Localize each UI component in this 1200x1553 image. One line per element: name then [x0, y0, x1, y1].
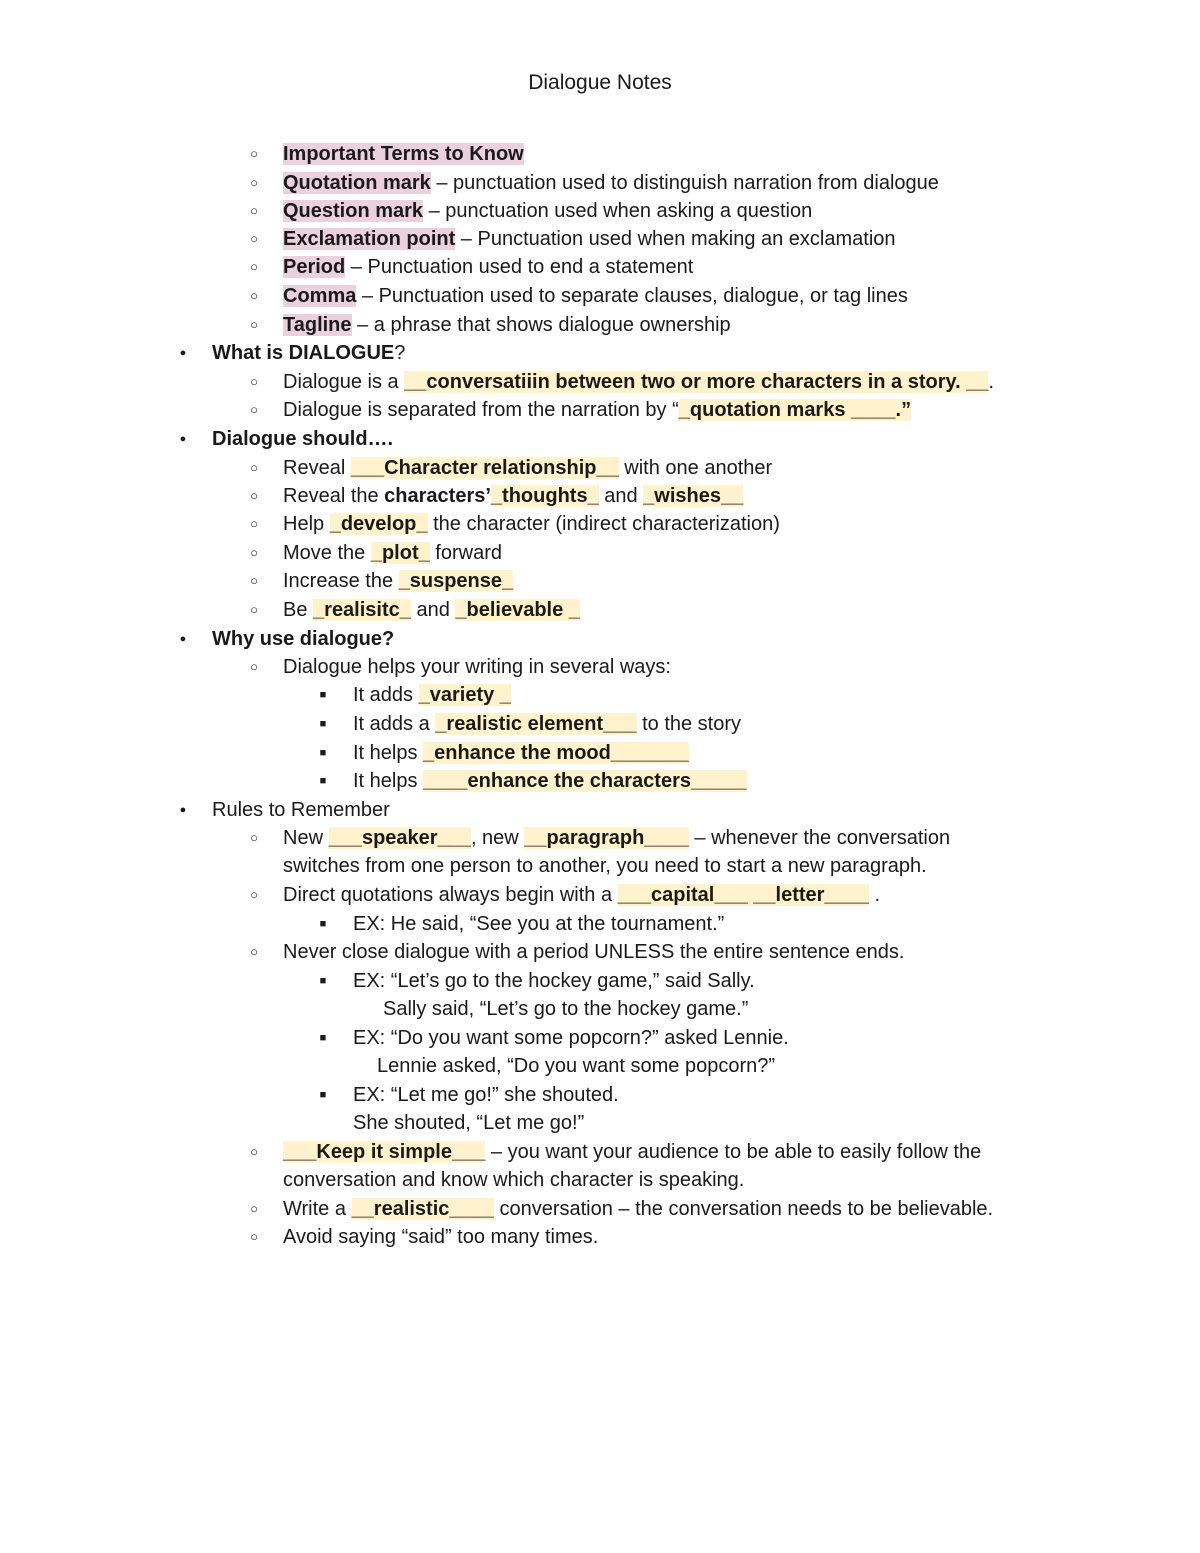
highlighted-text: _realisitc_ — [313, 599, 411, 621]
text-segment: the character (indirect characterization) — [427, 513, 780, 535]
text-line — [377, 1053, 775, 1079]
text-line — [283, 654, 671, 680]
text-segment: with one another — [618, 457, 773, 479]
text-segment: It adds — [353, 684, 419, 706]
text-segment: Dialogue is a — [283, 371, 405, 393]
text-segment: Move the — [283, 542, 371, 564]
highlighted-text: _enhance the mood_______ — [423, 742, 689, 764]
text-segment: What is DIALOGUE — [212, 342, 395, 364]
highlighted-text: Quotation mark — [283, 172, 431, 194]
text-line — [353, 968, 755, 994]
hollow-circle-bullet-icon: ○ — [250, 1144, 258, 1159]
text-segment: – you want your audience to be able to easily follow the — [485, 1141, 982, 1163]
text-line — [353, 768, 747, 794]
text-segment: It helps — [353, 742, 424, 764]
text-segment: and — [598, 485, 644, 507]
text-line — [353, 711, 741, 737]
hollow-circle-bullet-icon: ○ — [250, 460, 258, 475]
hollow-circle-bullet-icon: ○ — [250, 573, 258, 588]
text-segment: EX: “Let me go!” she shouted. — [353, 1084, 619, 1106]
text-segment: . — [868, 884, 881, 906]
hollow-circle-bullet-icon: ○ — [250, 259, 258, 274]
text-line — [283, 511, 780, 537]
text-segment: Be — [283, 599, 314, 621]
hollow-circle-bullet-icon: ○ — [250, 488, 258, 503]
highlighted-text: __realistic____ — [351, 1198, 494, 1220]
hollow-circle-bullet-icon: ○ — [250, 659, 258, 674]
text-line — [283, 283, 908, 309]
text-line — [283, 1139, 981, 1165]
text-line — [353, 1025, 789, 1051]
hollow-circle-bullet-icon: ○ — [250, 374, 258, 389]
text-segment: Dialogue should…. — [212, 428, 394, 450]
square-bullet-icon: ■ — [319, 747, 327, 759]
hollow-circle-bullet-icon: ○ — [250, 203, 258, 218]
text-segment: – a phrase that shows dialogue ownership — [351, 314, 731, 336]
text-line — [283, 825, 950, 851]
text-line — [283, 369, 994, 395]
hollow-circle-bullet-icon: ○ — [250, 317, 258, 332]
square-bullet-icon: ■ — [319, 1032, 327, 1044]
text-line — [353, 740, 689, 766]
text-line — [283, 882, 880, 908]
text-segment: characters’ — [384, 485, 491, 507]
highlighted-text: Comma — [283, 285, 357, 307]
text-line — [283, 483, 743, 509]
text-segment: – whenever the conversation — [688, 827, 951, 849]
text-segment: – punctuation used to distinguish narration from dialogue — [430, 172, 939, 194]
highlighted-text: _wishes__ — [643, 485, 744, 507]
text-segment: Never close dialogue with a period UNLESS the entire sentence ends. — [283, 941, 905, 963]
highlighted-text: ____enhance the characters_____ — [423, 770, 747, 792]
text-segment: – Punctuation used when making an exclamation — [455, 228, 896, 250]
square-bullet-icon: ■ — [319, 918, 327, 930]
filled-circle-bullet-icon: ● — [179, 804, 187, 816]
text-segment: Avoid saying “said” too many times. — [283, 1226, 599, 1248]
text-segment: switches from one person to another, you need to start a new paragraph. — [283, 855, 927, 877]
hollow-circle-bullet-icon: ○ — [250, 402, 258, 417]
highlighted-text: ___Keep it simple___ — [283, 1141, 486, 1163]
hollow-circle-bullet-icon: ○ — [250, 146, 258, 161]
text-line — [283, 455, 772, 481]
highlighted-text: Exclamation point — [283, 228, 456, 250]
filled-circle-bullet-icon: ● — [179, 433, 187, 445]
text-segment: forward — [429, 542, 502, 564]
text-line — [353, 911, 724, 937]
text-segment: Reveal the — [283, 485, 385, 507]
text-segment: Write a — [283, 1198, 352, 1220]
hollow-circle-bullet-icon: ○ — [250, 944, 258, 959]
text-segment: – Punctuation used to end a statement — [345, 256, 694, 278]
text-segment: It adds a — [353, 713, 436, 735]
hollow-circle-bullet-icon: ○ — [250, 1229, 258, 1244]
text-segment: EX: “Do you want some popcorn?” asked Lennie. — [353, 1027, 789, 1049]
text-line — [283, 170, 939, 196]
square-bullet-icon: ■ — [319, 775, 327, 787]
highlighted-text: _suspense_ — [398, 570, 514, 592]
text-segment: Dialogue is separated from the narration by “ — [283, 399, 679, 421]
text-segment: , new — [470, 827, 525, 849]
text-segment: – punctuation used when asking a question — [423, 200, 813, 222]
highlighted-text: _realistic element___ — [435, 713, 637, 735]
text-line — [283, 141, 524, 167]
text-line — [353, 682, 511, 708]
text-line — [212, 797, 390, 823]
text-segment: conversation – the conversation needs to be believable. — [493, 1198, 994, 1220]
text-line — [212, 626, 394, 652]
text-line — [283, 254, 693, 280]
highlighted-text: Important Terms to Know — [283, 143, 524, 165]
highlighted-text: ___Character relationship__ — [350, 457, 619, 479]
text-line — [283, 226, 896, 252]
square-bullet-icon: ■ — [319, 689, 327, 701]
square-bullet-icon: ■ — [319, 1089, 327, 1101]
text-segment: conversation and know which character is speaking. — [283, 1169, 745, 1191]
text-segment: She shouted, “Let me go!” — [353, 1112, 585, 1134]
text-line — [283, 397, 911, 423]
highlighted-text: ___capital___ __letter____ — [617, 884, 869, 906]
text-line — [212, 340, 405, 366]
hollow-circle-bullet-icon: ○ — [250, 602, 258, 617]
text-segment: ? — [394, 342, 406, 364]
filled-circle-bullet-icon: ● — [179, 633, 187, 645]
text-line — [283, 540, 502, 566]
text-segment: and — [410, 599, 456, 621]
text-line — [283, 568, 513, 594]
text-line — [283, 1167, 744, 1193]
text-line — [283, 1196, 993, 1222]
hollow-circle-bullet-icon: ○ — [250, 830, 258, 845]
highlighted-text: __conversatiiin between two or more characters in a story. __ — [404, 371, 989, 393]
hollow-circle-bullet-icon: ○ — [250, 887, 258, 902]
text-segment: Increase the — [283, 570, 399, 592]
square-bullet-icon: ■ — [319, 975, 327, 987]
highlighted-text: Question mark — [283, 200, 424, 222]
hollow-circle-bullet-icon: ○ — [250, 231, 258, 246]
highlighted-text: ___speaker___ — [328, 827, 471, 849]
text-line — [283, 1224, 598, 1250]
highlighted-text: Period — [283, 256, 346, 278]
text-segment: Help — [283, 513, 330, 535]
text-segment: Why use dialogue? — [212, 628, 395, 650]
text-segment: Direct quotations always begin with a — [283, 884, 618, 906]
hollow-circle-bullet-icon: ○ — [250, 175, 258, 190]
highlighted-text: _quotation marks ____.” — [678, 399, 912, 421]
text-segment: Dialogue helps your writing in several ways: — [283, 656, 671, 678]
text-segment: Reveal — [283, 457, 351, 479]
hollow-circle-bullet-icon: ○ — [250, 545, 258, 560]
hollow-circle-bullet-icon: ○ — [250, 288, 258, 303]
text-segment: EX: He said, “See you at the tournament.” — [353, 913, 725, 935]
highlighted-text: Tagline — [283, 314, 352, 336]
text-line — [353, 1110, 584, 1136]
highlighted-text: __paragraph____ — [524, 827, 689, 849]
text-line — [212, 426, 393, 452]
highlighted-text: _develop_ — [329, 513, 428, 535]
text-line — [283, 198, 812, 224]
text-line — [383, 996, 748, 1022]
square-bullet-icon: ■ — [319, 718, 327, 730]
text-segment: . — [988, 371, 995, 393]
text-segment: EX: “Let’s go to the hockey game,” said Sally. — [353, 970, 755, 992]
text-segment: It helps — [353, 770, 424, 792]
hollow-circle-bullet-icon: ○ — [250, 516, 258, 531]
text-line — [283, 853, 927, 879]
highlighted-text: _believable _ — [455, 599, 580, 621]
text-line — [353, 1082, 619, 1108]
highlighted-text: _plot_ — [370, 542, 430, 564]
text-segment: New — [283, 827, 329, 849]
highlighted-text: _variety _ — [418, 684, 511, 706]
text-segment: Rules to Remember — [212, 799, 390, 821]
text-segment: Lennie asked, “Do you want some popcorn?” — [377, 1055, 776, 1077]
text-segment: – Punctuation used to separate clauses, dialogue, or tag lines — [356, 285, 908, 307]
hollow-circle-bullet-icon: ○ — [250, 1201, 258, 1216]
text-segment: Sally said, “Let’s go to the hockey game.” — [383, 998, 749, 1020]
text-line — [283, 597, 580, 623]
text-line — [283, 312, 731, 338]
highlighted-text: _thoughts_ — [490, 485, 599, 507]
page-title: Dialogue Notes — [528, 71, 672, 94]
filled-circle-bullet-icon: ● — [179, 347, 187, 359]
text-segment: to the story — [636, 713, 742, 735]
text-line — [283, 939, 904, 965]
